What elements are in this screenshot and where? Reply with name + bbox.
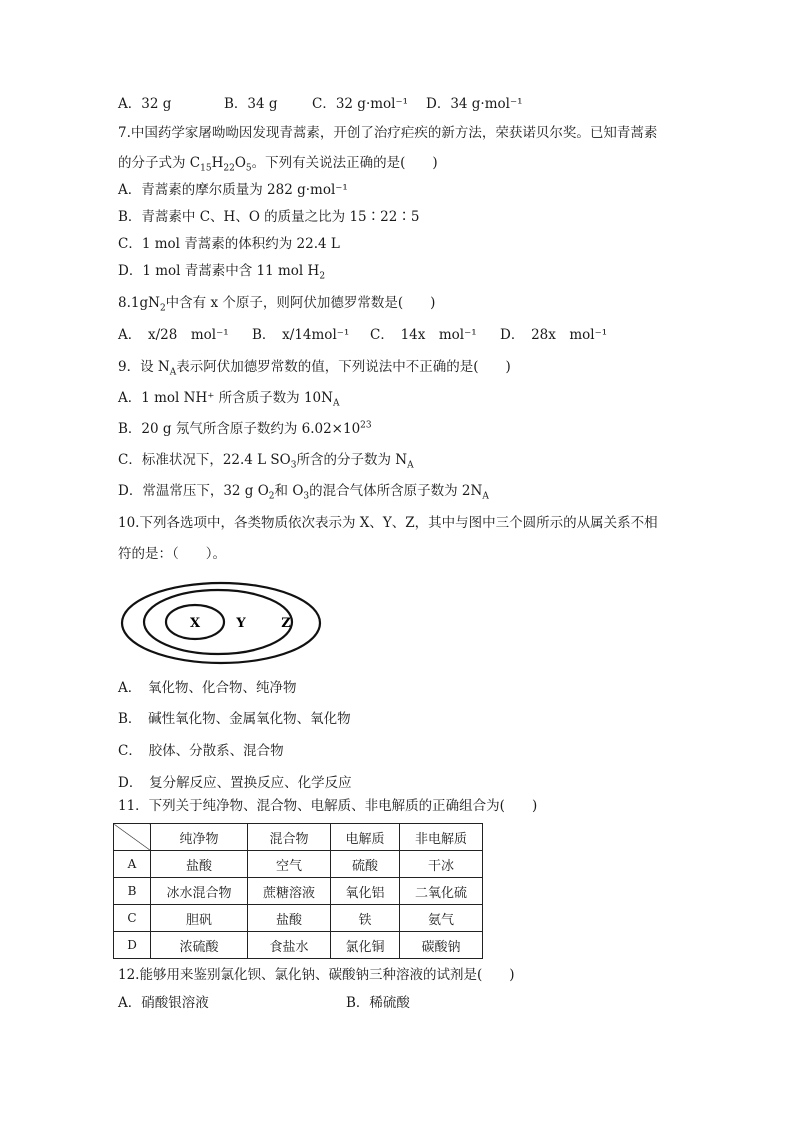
table-cell: 蔗糖溶液: [248, 878, 331, 905]
table-cell: 冰水混合物: [151, 878, 248, 905]
nested-circles-diagram: [120, 580, 324, 666]
table-header-row: [114, 824, 483, 851]
table-cell: 铁: [331, 905, 400, 932]
q11-stem: 11．下列关于纯净物、混合物、电解质、非电解质的正确组合为( ): [118, 798, 538, 814]
q12-options: [118, 994, 410, 1012]
q6-option-b: B．34 g: [224, 96, 278, 112]
q8-option-a: A． x/28 mol⁻¹: [118, 327, 229, 343]
q10-stem-line2: 符的是：（ ）。: [118, 546, 226, 562]
table-header: 混合物: [248, 824, 331, 851]
q9-option-d: D．常温常压下，32 g $O_2$和 $O_3$的混合气体所含原子数为 $2N_A$: [118, 483, 489, 502]
q10-option-d: D． 复分解反应、置换反应、化学反应: [118, 775, 352, 791]
q7-stem-line2: 的分子式为 $C_{15}H_{22}O_5$。下列有关说法正确的是( ): [118, 155, 438, 174]
row-label: A: [114, 851, 151, 878]
table-header: 纯净物: [151, 824, 248, 851]
q7-stem-line1: 7.中国药学家屠呦呦因发现青蒿素，开创了治疗疟疾的新方法，荣获诺贝尔奖。已知青蒿素: [118, 125, 658, 141]
q8-option-b: B． x/14mol⁻¹: [252, 327, 350, 343]
table-cell: 空气: [248, 851, 331, 878]
table-cell: 干冰: [400, 851, 483, 878]
table-cell: 硫酸: [331, 851, 400, 878]
table-cell: 碳酸钠: [400, 932, 483, 959]
table-header: 电解质: [331, 824, 400, 851]
q7-option-b: B．青蒿素中 C、H、O 的质量之比为 15∶22∶5: [118, 209, 420, 225]
q6-option-c: C．32 g·mol⁻¹: [312, 96, 409, 112]
table-cell: 氯化铜: [331, 932, 400, 959]
label-y: Y: [236, 616, 246, 631]
q7-option-c: C．1 mol 青蒿素的体积约为 22.4 L: [118, 236, 340, 252]
q6-options: [118, 95, 523, 113]
q8-stem: $8.1gN_2$中含有 x 个原子，则阿伏加德罗常数是( ): [118, 295, 436, 314]
table-cell: 食盐水: [248, 932, 331, 959]
label-x: X: [189, 616, 201, 631]
q6-option-d: D．34 g·mol⁻¹: [426, 96, 523, 112]
q9-option-c: C．标准状况下，22.4 L $SO_3$所含的分子数为 $N_A$: [118, 452, 414, 471]
row-label: D: [114, 932, 151, 959]
table-cell: 氨气: [400, 905, 483, 932]
q10-option-b: B． 碱性氧化物、金属氧化物、氧化物: [118, 711, 351, 727]
q8-options: [118, 326, 607, 344]
table-cell: 胆矾: [151, 905, 248, 932]
table-cell: 二氧化硫: [400, 878, 483, 905]
table-cell: 浓硫酸: [151, 932, 248, 959]
q9-stem: 9．设 $N_A$表示阿伏加德罗常数的值，下列说法中不正确的是( ): [118, 359, 511, 378]
q9-option-b: B．20 g 氖气所含原子数约为 $6.02\times 10^{23}$: [118, 420, 372, 437]
q10-option-a: A． 氧化物、化合物、纯净物: [118, 680, 297, 696]
table-header: 非电解质: [400, 824, 483, 851]
row-label: C: [114, 905, 151, 932]
q7-option-a: A．青蒿素的摩尔质量为 282 g·mol⁻¹: [118, 182, 348, 198]
row-label: B: [114, 878, 151, 905]
table-cell: 氧化铝: [331, 878, 400, 905]
q7-option-d: D．1 mol 青蒿素中含 11 mol $H_2$: [118, 263, 326, 282]
table-row: [114, 851, 483, 878]
q12-stem: 12.能够用来鉴别氯化钡、氯化钠、碳酸钠三种溶液的试剂是( ): [118, 967, 515, 983]
q9-option-a: A．1 mol NH⁺ 所含质子数为 $10N_A$: [118, 390, 340, 409]
q10-stem-line1: 10.下列各选项中，各类物质依次表示为 X、Y、Z，其中与图中三个圆所示的从属关系不相: [118, 515, 658, 531]
q8-option-d: D． 28x mol⁻¹: [500, 327, 608, 343]
table-cell: 盐酸: [151, 851, 248, 878]
q11-table: [113, 823, 483, 959]
q6-option-a: A．32 g: [118, 96, 172, 112]
label-z: Z: [281, 616, 291, 631]
table-row: [114, 878, 483, 905]
table-corner-cell: [114, 824, 151, 851]
q12-option-a: A．硝酸银溶液: [118, 995, 209, 1011]
table-row: [114, 932, 483, 959]
q10-option-c: C． 胶体、分散系、混合物: [118, 743, 284, 759]
table-cell: 盐酸: [248, 905, 331, 932]
q8-option-c: C． 14x mol⁻¹: [370, 327, 477, 343]
q12-option-b: B．稀硫酸: [346, 995, 410, 1011]
table-row: [114, 905, 483, 932]
